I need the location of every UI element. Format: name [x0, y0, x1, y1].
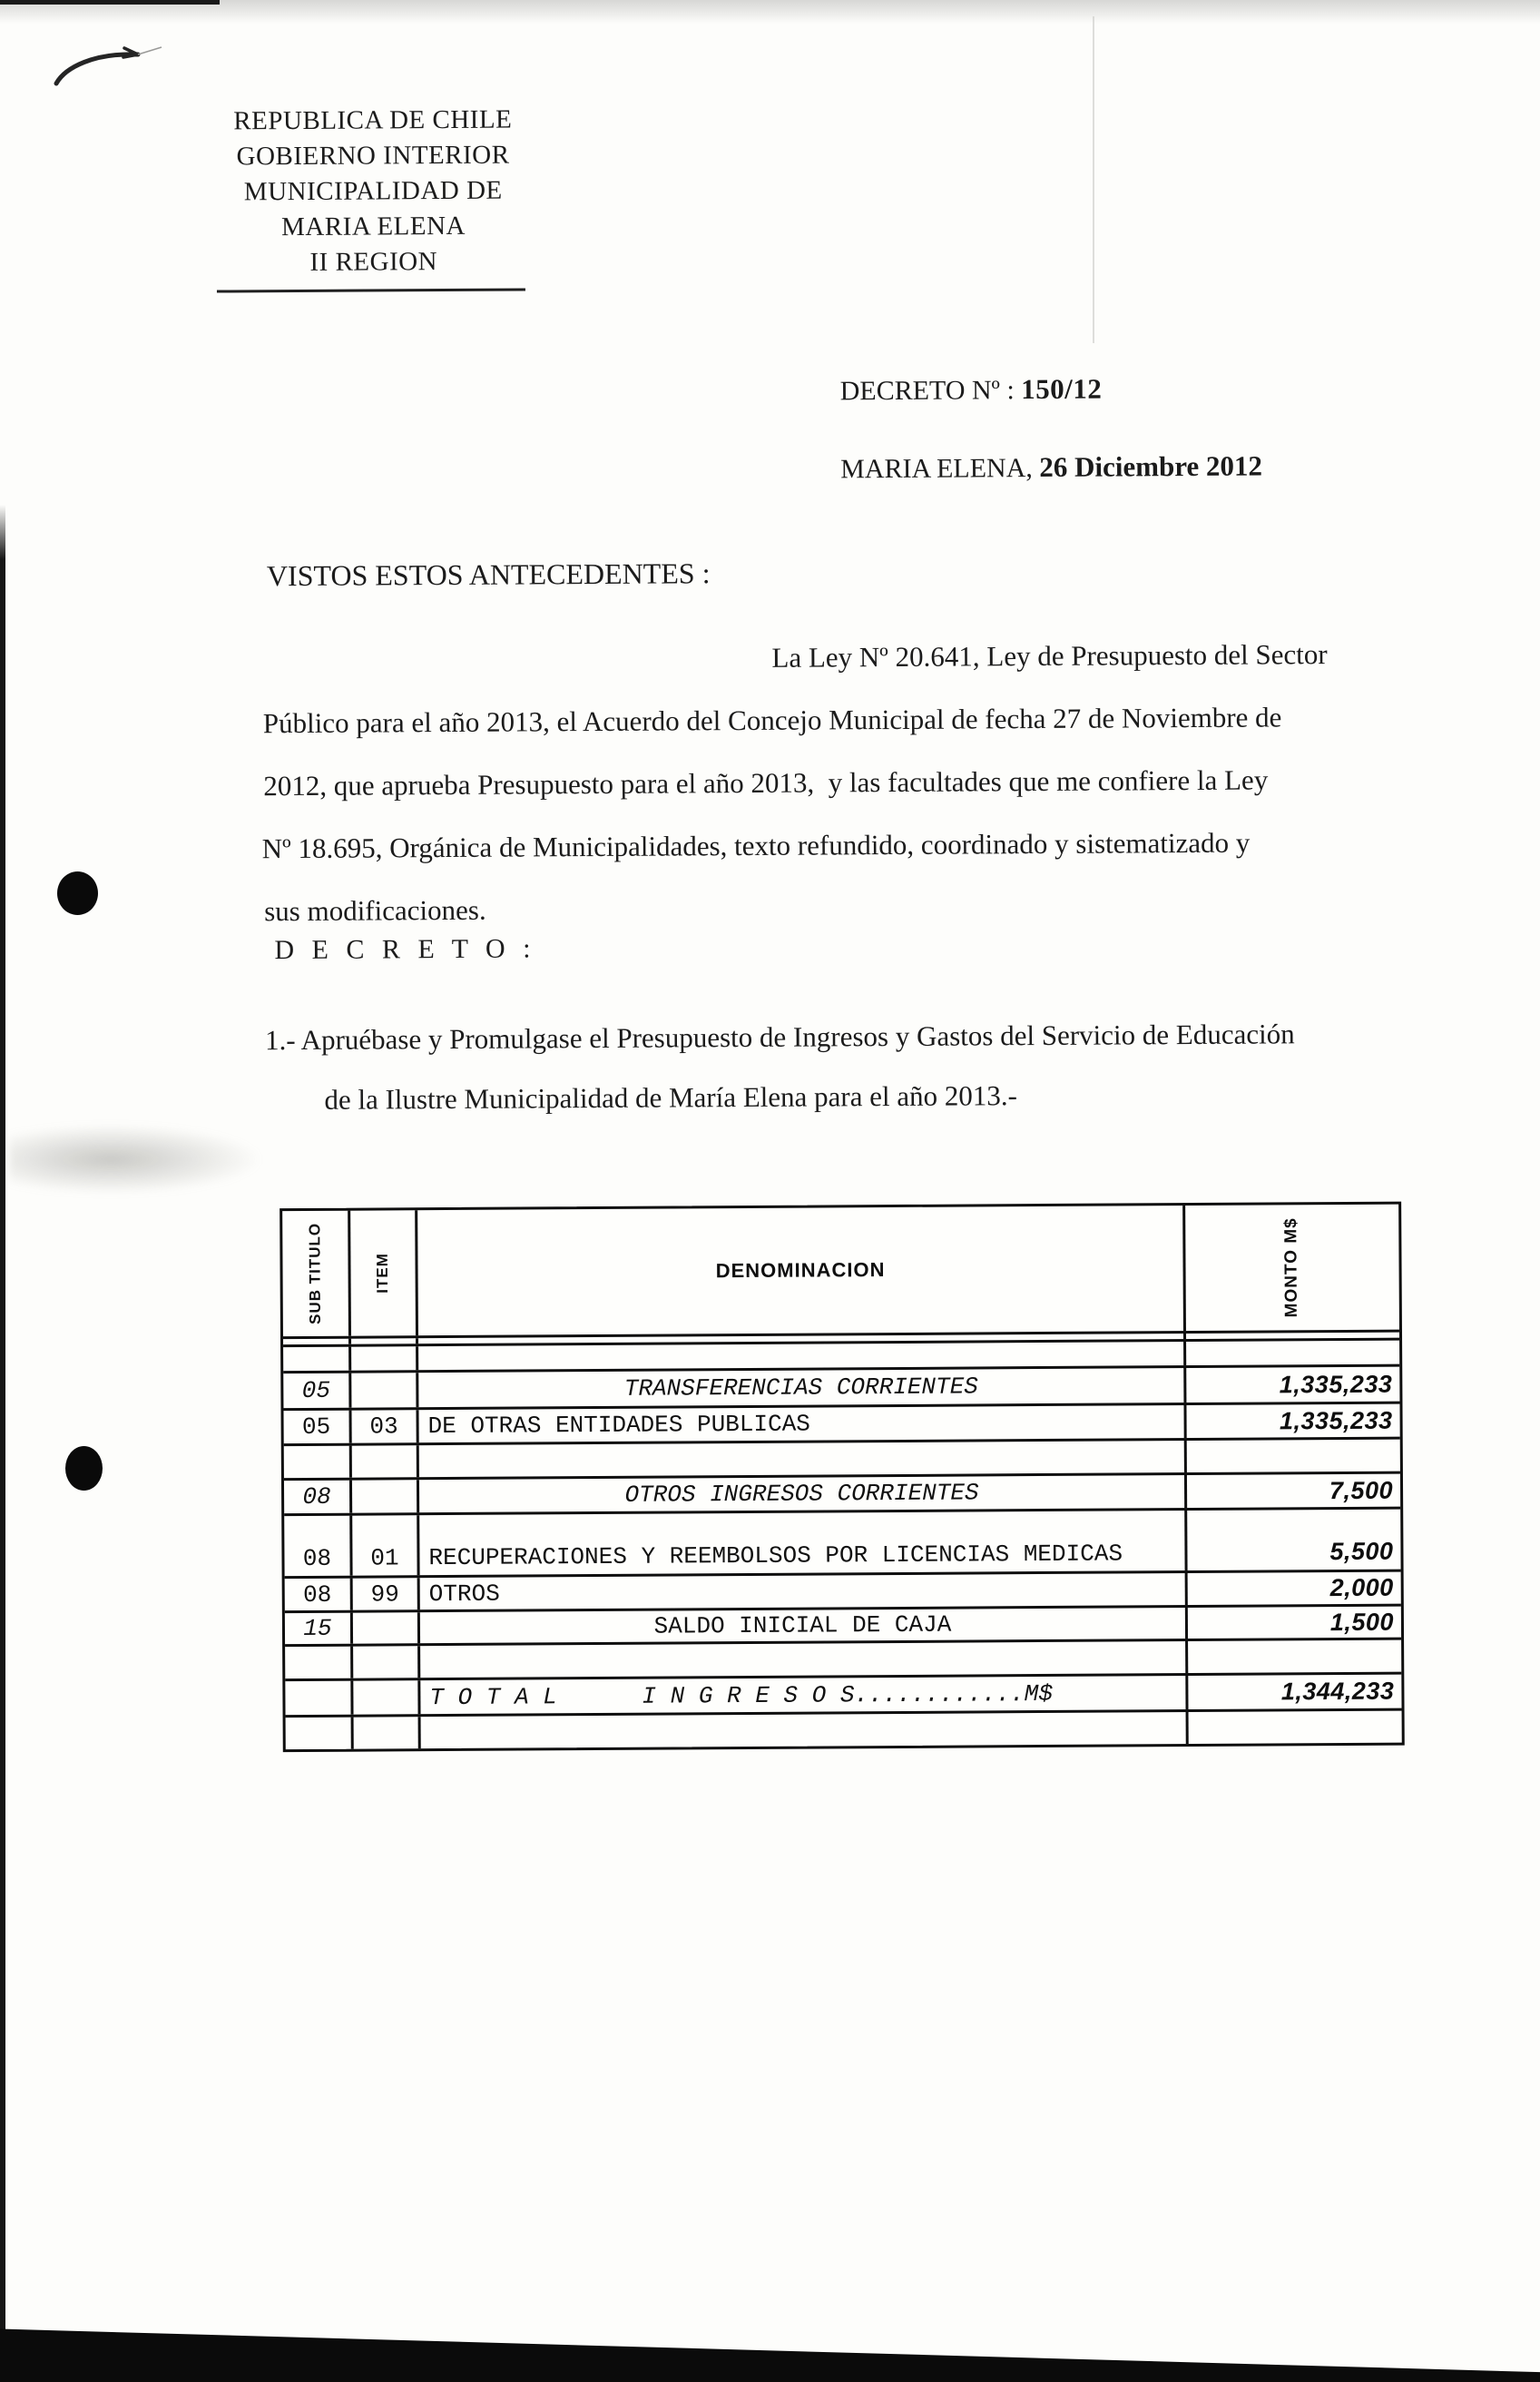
item-cell	[349, 1480, 417, 1512]
table-row-blank	[286, 1708, 1402, 1750]
scan-left-edge	[0, 505, 5, 2382]
subtitle-cell: 05	[301, 1376, 331, 1404]
paragraph-line: Público para el año 2013, el Acuerdo del Concejo Municipal de fecha 27 de Noviembre de	[262, 701, 1282, 740]
amount-cell: 1,335,233	[1183, 1367, 1399, 1403]
decree-date-line	[840, 450, 1262, 486]
header-sub-titulo	[282, 1211, 348, 1336]
amount-cell: 5,500	[1184, 1510, 1400, 1570]
paragraph-line: sus modificaciones.	[264, 893, 486, 928]
subtitle-cell	[285, 1681, 350, 1715]
decree-number-line	[840, 373, 1103, 408]
decreto-heading: D E C R E T O :	[274, 933, 536, 966]
item-cell: 99	[350, 1578, 417, 1609]
pen-mark	[51, 40, 169, 96]
budget-table	[280, 1202, 1405, 1753]
punch-hole-mark	[57, 871, 98, 915]
header-item	[348, 1210, 416, 1335]
denomination-cell: DE OTRAS ENTIDADES PUBLICAS	[416, 1405, 1183, 1442]
header-denominacion	[415, 1206, 1183, 1335]
item-cell: 03	[348, 1410, 416, 1442]
subtitle-cell: 15	[303, 1614, 332, 1642]
table-row-blank	[284, 1437, 1400, 1479]
amount-cell: 7,500	[1184, 1474, 1400, 1508]
table-row-detail	[285, 1570, 1401, 1611]
table-row-category	[284, 1472, 1400, 1514]
denomination-cell: OTROS	[417, 1573, 1185, 1609]
table-row-total	[285, 1672, 1401, 1716]
letterhead-line: II REGION	[309, 247, 438, 277]
denomination-cell: OTROS INGRESOS CORRIENTES	[417, 1475, 1184, 1512]
table-row-category	[283, 1364, 1399, 1409]
header-denominacion-label: DENOMINACION	[715, 1258, 886, 1283]
subtitle-cell: 05	[301, 1412, 331, 1441]
decree-date: 26 Diciembre 2012	[1039, 449, 1263, 484]
paragraph-line: Nº 18.695, Orgánica de Municipalidades, texto refundido, coordinado y sistematizado y	[261, 826, 1251, 865]
item1-line: de la Ilustre Municipalidad de María Elena para el año 2013.-	[324, 1079, 1018, 1116]
scan-smudge	[9, 1124, 263, 1195]
letterhead	[191, 102, 555, 281]
header-monto-label: MONTO M$	[1281, 1217, 1302, 1318]
paragraph-line: La Ley Nº 20.641, Ley de Presupuesto del Sector	[771, 638, 1328, 674]
denomination-cell: TRANSFERENCIAS CORRIENTES	[416, 1368, 1183, 1407]
decree-number: 150/12	[1021, 372, 1103, 406]
total-amount-cell: 1,344,233	[1185, 1675, 1401, 1709]
item-cell: 01	[349, 1515, 417, 1575]
subtitle-cell: 08	[302, 1544, 332, 1572]
table-row-category	[285, 1604, 1401, 1645]
letterhead-line: REPUBLICA DE CHILE	[233, 104, 513, 136]
scan-top-edge-strip	[0, 0, 220, 5]
letterhead-underline	[217, 288, 525, 292]
item-cell	[350, 1680, 417, 1714]
paragraph-line: 2012, que aprueba Presupuesto para el año 2013, y las facultades que me confiere la Ley	[263, 763, 1269, 802]
denomination-cell: SALDO INICIAL DE CAJA	[417, 1608, 1185, 1643]
table-row-detail	[283, 1402, 1399, 1444]
paper-crease-line	[1093, 16, 1094, 343]
subtitle-cell: 08	[303, 1580, 332, 1609]
table-row-detail	[284, 1507, 1400, 1577]
header-sub-titulo-label: SUB TITULO	[306, 1222, 324, 1324]
decree-place: MARIA ELENA,	[840, 453, 1040, 485]
amount-cell: 2,000	[1185, 1572, 1401, 1605]
letterhead-line: MUNICIPALIDAD DE	[243, 175, 503, 207]
decree-number-label: DECRETO Nº :	[839, 375, 1022, 407]
header-monto	[1182, 1205, 1399, 1331]
vistos-heading: VISTOS ESTOS ANTECEDENTES :	[266, 556, 711, 593]
header-item-label: ITEM	[373, 1253, 392, 1294]
item-cell	[348, 1373, 416, 1407]
denomination-cell: RECUPERACIONES Y REEMBOLSOS POR LICENCIAS MEDICAS	[417, 1511, 1184, 1575]
punch-hole-mark	[65, 1446, 103, 1491]
total-label-cell: T O T A L I N G R E S O S............M$	[417, 1676, 1185, 1714]
scan-top-band	[0, 0, 1540, 24]
item1-line: 1.- Apruébase y Promulgase el Presupuesto de Ingresos y Gastos del Servicio de Educación	[264, 1018, 1295, 1057]
letterhead-line: MARIA ELENA	[280, 211, 466, 242]
letterhead-line: GOBIERNO INTERIOR	[236, 140, 510, 172]
amount-cell: 1,500	[1185, 1607, 1401, 1639]
table-row-blank	[285, 1638, 1401, 1679]
subtitle-cell: 08	[302, 1482, 331, 1511]
amount-cell: 1,335,233	[1183, 1404, 1399, 1438]
item-cell	[350, 1612, 417, 1643]
table-header-row	[282, 1205, 1399, 1337]
